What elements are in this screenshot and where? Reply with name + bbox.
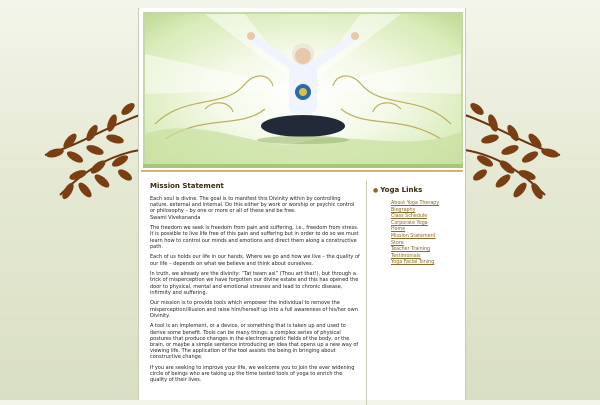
yoga-woman-lotus-pose-icon	[145, 14, 461, 164]
content-paragraph: If you are seeking to improve your life, we welcome you to join the ever widening circle of beings who are taking up the time tested tools of yoga to enrich the quality of their lives.	[150, 365, 355, 384]
sidebar-link-testimonials[interactable]: Testimonials	[391, 253, 421, 259]
content-paragraph: Each of us holds our life in our hands. Where we go and how we live – the quality of our life – depends on what we believe and think about ourselves.	[150, 254, 360, 267]
main-content	[150, 182, 360, 402]
sidebar-link-corporate-yoga[interactable]: Corporate Yoga	[391, 220, 428, 226]
content-paragraph: The freedom we seek is freedom from pain and suffering, i.e., freedom from stress. It is possible to live life free of this pain and suffering but in order to do so we must learn how to control our minds and emotions and direct them along a constructive path.	[150, 225, 359, 250]
page-title: Mission Statement	[150, 182, 224, 190]
sidebar-link-list	[373, 201, 463, 267]
sidebar-link-teacher-training[interactable]: Teacher Training	[391, 247, 431, 253]
leaf-branch-left-icon	[40, 95, 145, 205]
sidebar	[373, 186, 463, 267]
content-paragraph: Each soul is divine. The goal is to manifest this Divinity within by controlling nature, external and internal. Do this either by work or worship or psychic control or philosophy – by one or more or all of these and be free. Swami Vivekananda	[150, 196, 355, 221]
sidebar-link-class-schedule[interactable]: Class Schedule	[391, 214, 428, 220]
sidebar-link-about-yoga-therapy[interactable]: About Yoga Therapy	[391, 201, 440, 206]
page-wrapper	[138, 8, 466, 400]
sidebar-link-store[interactable]: Store	[391, 240, 404, 246]
header-banner	[143, 12, 463, 166]
sidebar-link-biography[interactable]: Biography	[391, 207, 416, 213]
content-paragraph: A tool is an implement, or a device, or something that is taken up and used to derive some benefit. Tools can be many things: a complex series of physical postures that produce changes in the electromagnetic fields of the body, or the brain, or maybe a simple sentence introducing an idea that opens up a new way of viewing life. The application of the tool assists the being in bringing about constructive change.	[150, 323, 359, 361]
sidebar-link-mission-statement[interactable]: Mission Statement	[391, 233, 436, 239]
leaf-branch-right-icon	[460, 95, 565, 205]
content-paragraph: In truth, we already are the divinity: “Tat twam asi” (Thou art that!), but through a trick of misperception we have forgotten our divine estate and this has opened the door to physical, mental and emotional stresses and lead to chronic disease, infirmity and suffering.	[150, 271, 359, 296]
sidebar-link-yoga-facial-toning[interactable]: Yoga Facial Toning	[391, 260, 435, 266]
sidebar-link-home[interactable]: Home	[391, 227, 406, 233]
quote-author: Swami Vivekananda	[150, 214, 201, 221]
column-divider	[366, 180, 367, 405]
content-paragraph: Our mission is to provide tools which empower the individual to remove the misperception/illusion and raise him/herself up into a full awareness of his/her own Divinity.	[150, 300, 358, 319]
sidebar-heading: ● Yoga Links	[373, 186, 423, 194]
main-frame	[141, 170, 463, 402]
bullet-icon: ●	[373, 187, 379, 194]
header-divider	[143, 164, 463, 168]
